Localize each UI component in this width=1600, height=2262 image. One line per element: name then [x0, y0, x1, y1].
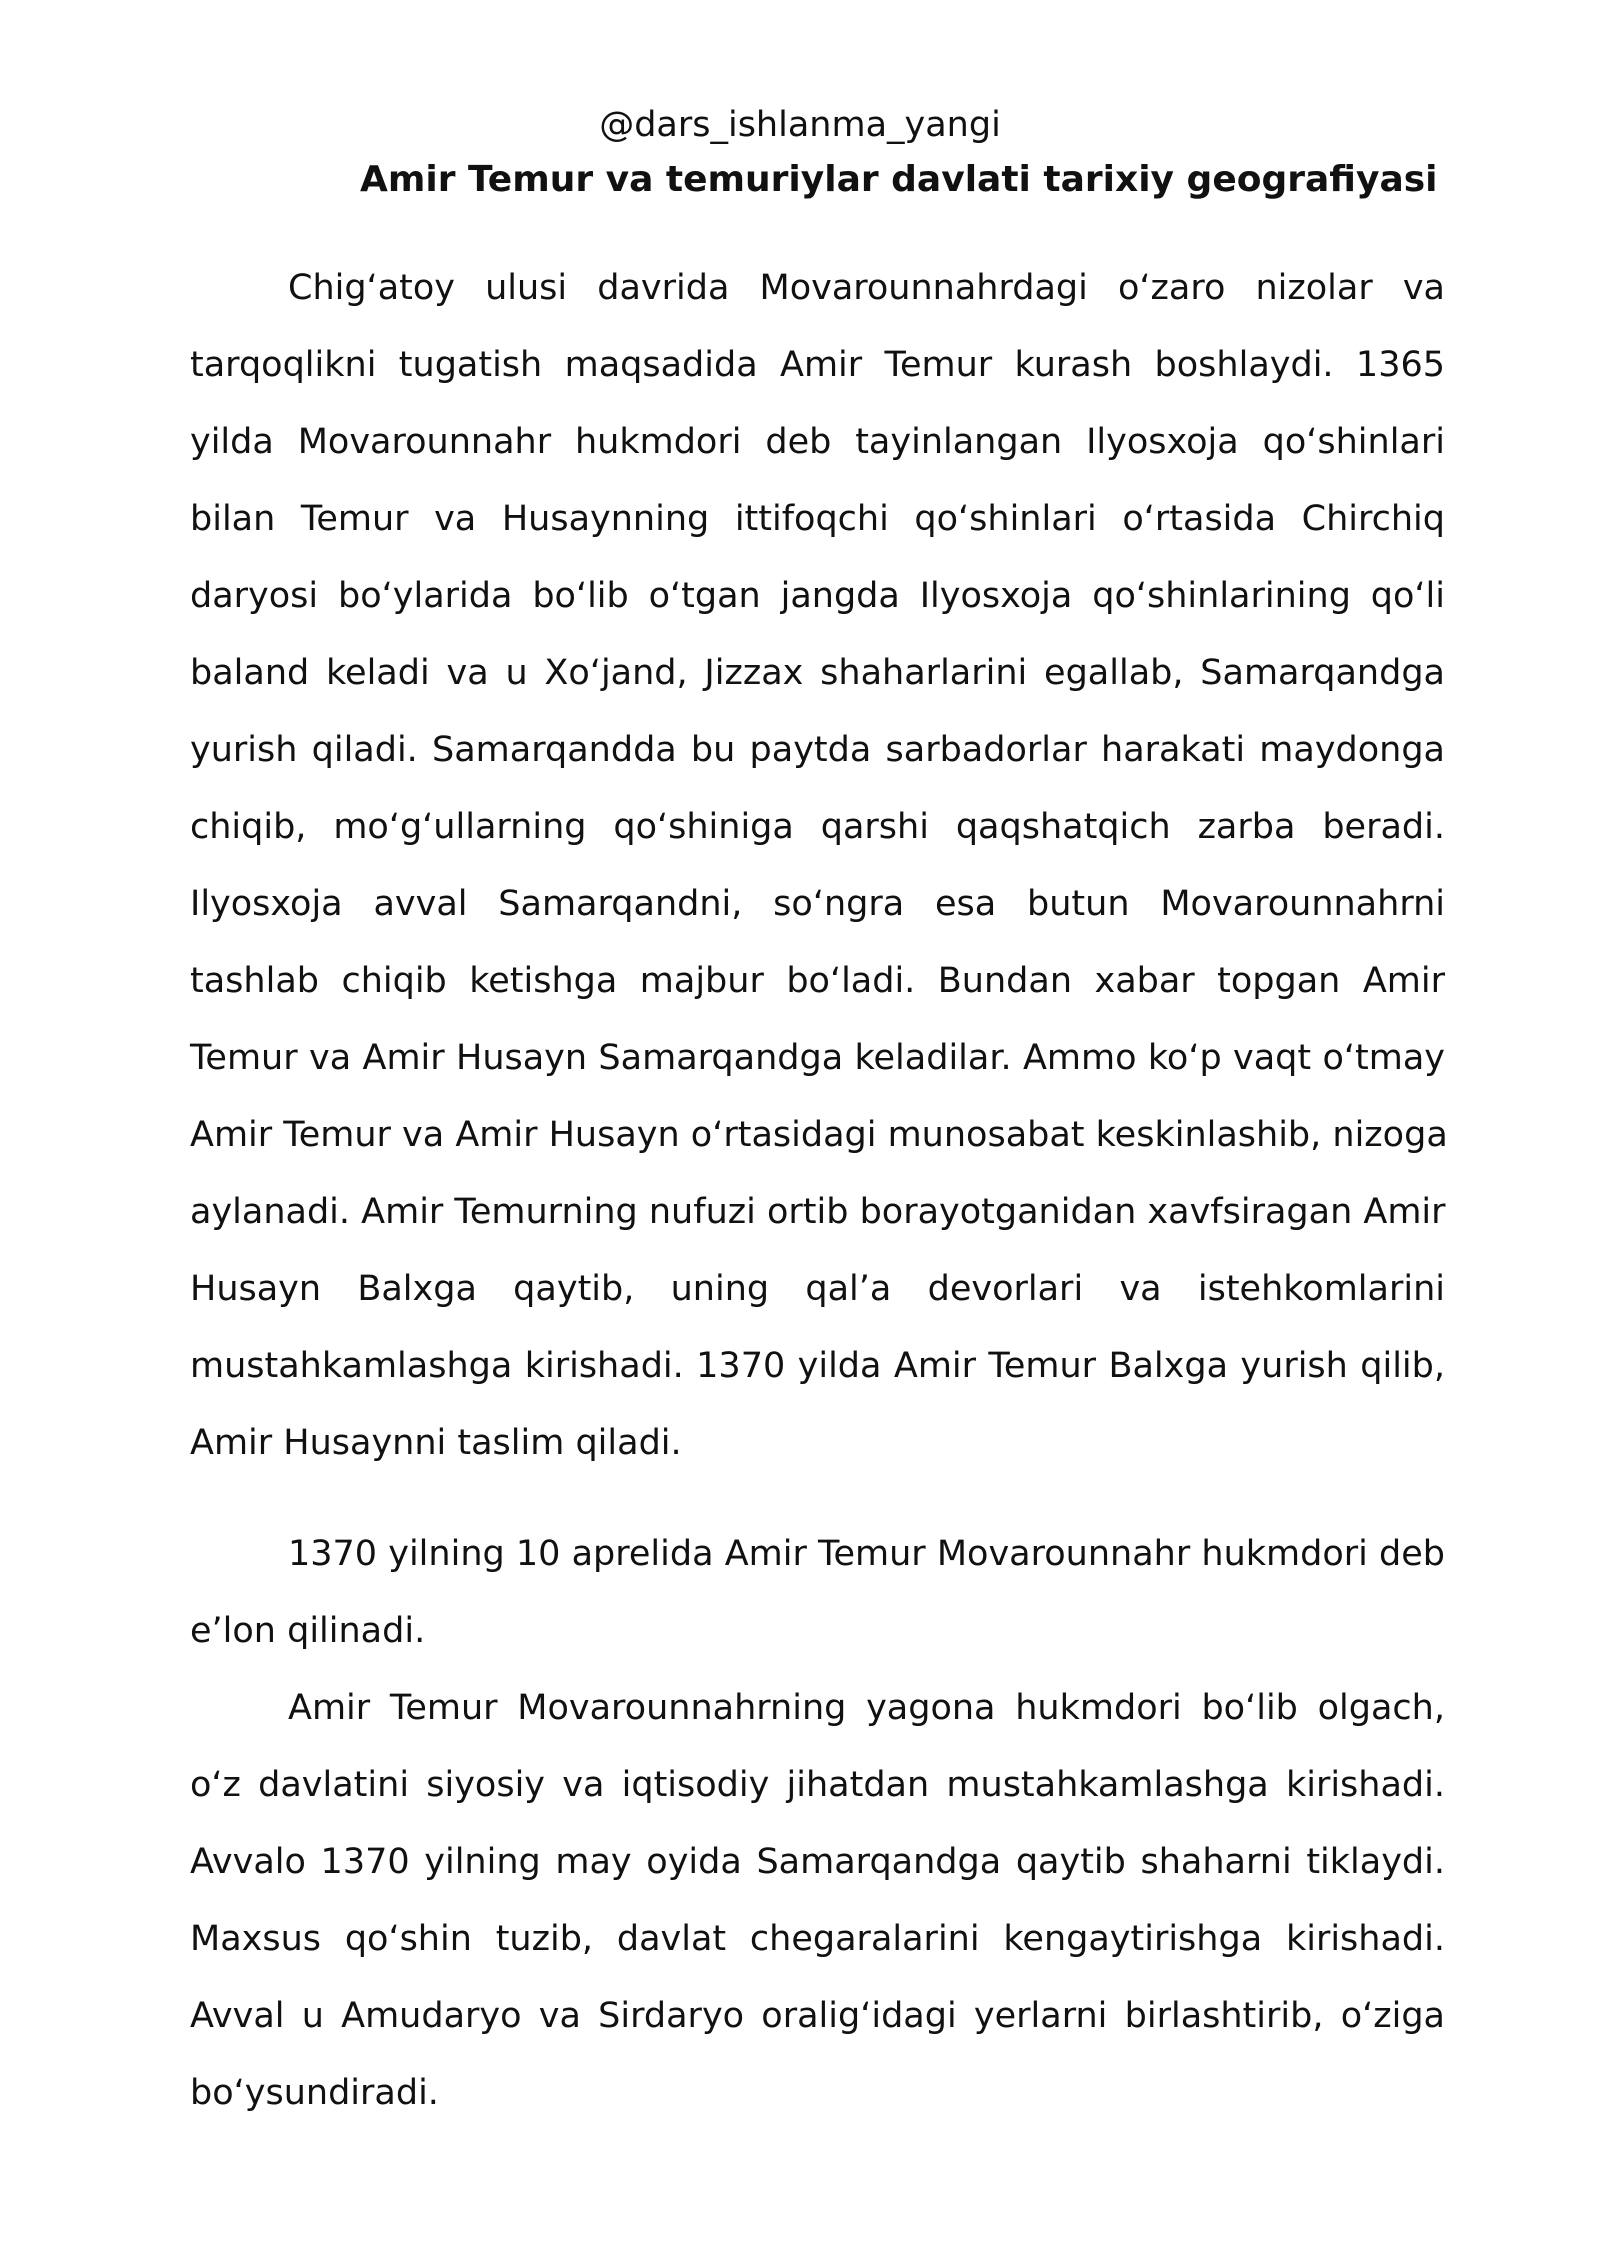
paragraph-line: e’lon qilinadi.: [190, 1611, 426, 1651]
paragraph-line: Amir Husaynni taslim qiladi.: [190, 1423, 682, 1463]
paragraph-line: daryosi bo‘ylarida bo‘lib o‘tgan jangda Ilyosxoja qo‘shinlarining qo‘li: [190, 576, 1445, 616]
paragraph-line: 1370 yilning 10 aprelida Amir Temur Movarounnahr hukmdori deb: [288, 1534, 1445, 1574]
paragraph-line: bo‘ysundiradi.: [190, 2073, 439, 2113]
paragraph-3: [190, 1670, 1445, 2132]
paragraph-line: Maxsus qo‘shin tuzib, davlat chegaralarini kengaytirishga kirishadi.: [190, 1919, 1445, 1959]
channel-handle: @dars_ishlanma_yangi: [599, 105, 1001, 145]
paragraph-line: tarqoqlikni tugatish maqsadida Amir Temur kurash boshlaydi. 1365: [190, 345, 1445, 385]
paragraph-line: Avvalo 1370 yilning may oyida Samarqandga qaytib shaharni tiklaydi.: [190, 1842, 1445, 1882]
paragraph-line: Avval u Amudaryo va Sirdaryo oralig‘idagi yerlarni birlashtirib, o‘ziga: [190, 1996, 1445, 2036]
paragraph-line: tashlab chiqib ketishga majbur bo‘ladi. Bundan xabar topgan Amir: [190, 961, 1445, 1001]
paragraph-line: mustahkamlashga kirishadi. 1370 yilda Amir Temur Balxga yurish qilib,: [190, 1346, 1445, 1386]
paragraph-line: yilda Movarounnahr hukmdori deb tayinlangan Ilyosxoja qo‘shinlari: [190, 422, 1445, 462]
paragraph-2: [190, 1516, 1445, 1670]
paragraph-line: Ilyosxoja avval Samarqandni, so‘ngra esa butun Movarounnahrni: [190, 884, 1445, 924]
paragraph-line: yurish qiladi. Samarqandda bu paytda sarbadorlar harakati maydonga: [190, 730, 1445, 770]
paragraph-1: [190, 250, 1448, 1482]
paragraph-line: aylanadi. Amir Temurning nufuzi ortib borayotganidan xavfsiragan Amir: [190, 1192, 1446, 1232]
paragraph-line: chiqib, mo‘g‘ullarning qo‘shiniga qarshi qaqshatqich zarba beradi.: [190, 807, 1445, 847]
paragraph-line: Chig‘atoy ulusi davrida Movarounnahrdagi o‘zaro nizolar va: [288, 268, 1445, 308]
paragraph-line: Husayn Balxga qaytib, uning qal’a devorlari va istehkomlarini: [190, 1269, 1445, 1309]
paragraph-line: bilan Temur va Husaynning ittifoqchi qo‘shinlari o‘rtasida Chirchiq: [190, 499, 1445, 539]
paragraph-line: Temur va Amir Husayn Samarqandga keladilar. Ammo ko‘p vaqt o‘tmay: [190, 1038, 1445, 1078]
document-title: Amir Temur va temuriylar davlati tarixiy geografiyasi: [360, 159, 1438, 200]
paragraph-line: Amir Temur va Amir Husayn o‘rtasidagi munosabat keskinlashib, nizoga: [190, 1115, 1448, 1155]
paragraph-line: baland keladi va u Xo‘jand, Jizzax shaharlarini egallab, Samarqandga: [190, 653, 1445, 693]
paragraph-line: Amir Temur Movarounnahrning yagona hukmdori bo‘lib olgach,: [288, 1688, 1445, 1728]
paragraph-line: o‘z davlatini siyosiy va iqtisodiy jihatdan mustahkamlashga kirishadi.: [190, 1765, 1445, 1805]
